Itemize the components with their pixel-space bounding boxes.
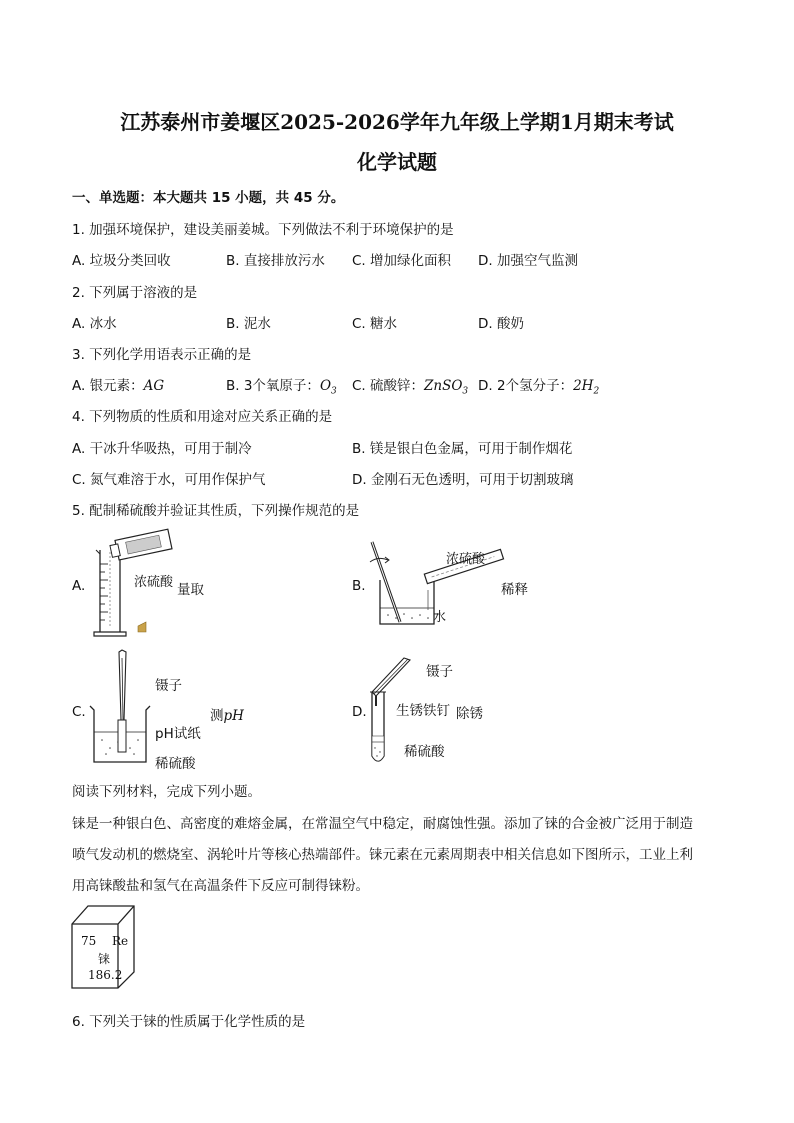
element-atomic-number: 75	[81, 934, 97, 948]
question-3-stem: 3. 下列化学用语表示正确的是	[72, 347, 252, 363]
option-c-paper-label: pH试纸	[155, 726, 201, 742]
option-d-formula: 2H	[573, 378, 594, 394]
option-c-formula: ZnSO	[424, 378, 463, 394]
option-d-text: D. 2个氢分子：	[478, 378, 574, 394]
option-d-acid-label: 稀硫酸	[404, 744, 445, 760]
option-b-formula: O	[319, 378, 332, 394]
question-4-stem: 4. 下列物质的性质和用途对应关系正确的是	[72, 409, 333, 425]
section-heading: 一、单选题：本大题共 15 小题，共 45 分。	[72, 190, 345, 206]
question-4-option-a: A. 干冰升华吸热，可用于制冷	[72, 441, 252, 457]
question-5-stem: 5. 配制稀硫酸并验证其性质，下列操作规范的是	[72, 503, 360, 519]
question-4-option-b: B. 镁是银白色金属，可用于制作烟花	[352, 441, 573, 457]
option-c-op-text: 测	[210, 708, 224, 724]
option-a-text: A. 银元素：	[72, 378, 144, 394]
question-2-option-b: B. 泥水	[226, 316, 271, 332]
option-d-subscript: 2	[593, 386, 600, 397]
question-4-option-d: D. 金刚石无色透明，可用于切割玻璃	[352, 472, 574, 488]
option-a-letter: A.	[72, 578, 86, 594]
option-d-tweezers-label: 镊子	[426, 664, 453, 680]
option-b-text: B. 3个氧原子：	[226, 378, 320, 394]
option-d-nail-label: 生锈铁钉	[396, 703, 450, 719]
element-name: 铼	[98, 952, 111, 966]
option-c-op-formula: pH	[223, 708, 244, 724]
question-2-option-d: D. 酸奶	[478, 316, 524, 332]
option-c-tweezers-label: 镊子	[155, 678, 182, 694]
question-2-option-c: C. 糖水	[352, 316, 398, 332]
question-1-option-a: A. 垃圾分类回收	[72, 253, 171, 269]
option-c-letter: C.	[72, 704, 86, 720]
question-6-stem: 6. 下列关于铼的性质属于化学性质的是	[72, 1014, 306, 1030]
question-1-option-b: B. 直接排放污水	[226, 253, 325, 269]
option-c-operation	[210, 704, 244, 724]
option-b-water-label: 水	[433, 610, 447, 625]
element-atomic-mass: 186.2	[88, 968, 123, 982]
page-subtitle: 化学试题	[357, 150, 437, 174]
question-3-option-a	[72, 374, 164, 394]
question-3-option-b	[226, 374, 337, 397]
question-3-option-c	[352, 374, 468, 397]
option-a-operation: 量取	[177, 582, 204, 598]
option-b-operation: 稀释	[501, 582, 528, 598]
reading-intro: 阅读下列材料，完成下列小题。	[72, 784, 261, 800]
option-a-formula: AG	[143, 378, 165, 394]
question-1-stem: 1. 加强环境保护，建设美丽姜城。下列做法不利于环境保护的是	[72, 222, 454, 238]
option-d-operation: 除锈	[456, 706, 483, 722]
option-c-acid-label: 稀硫酸	[155, 756, 196, 772]
reading-paragraph-line-1: 铼是一种银白色、高密度的难熔金属，在常温空气中稳定，耐腐蚀性强。添加了铼的合金被广泛用于制造	[72, 816, 693, 832]
question-4-option-c: C. 氮气难溶于水，可用作保护气	[72, 472, 266, 488]
reading-paragraph-line-3: 用高铼酸盐和氢气在高温条件下反应可制得铼粉。	[72, 878, 369, 894]
question-1-option-d: D. 加强空气监测	[478, 253, 578, 269]
option-b-subscript: 3	[331, 386, 337, 397]
option-b-letter: B.	[352, 578, 366, 594]
option-c-subscript: 3	[462, 386, 469, 397]
ph-test-figure	[86, 648, 158, 770]
element-symbol: Re	[112, 934, 129, 948]
page-title: 江苏泰州市姜堰区2025-2026学年九年级上学期1月期末考试	[120, 110, 674, 134]
option-c-text: C. 硫酸锌：	[352, 378, 425, 394]
option-b-reagent-label: 浓硫酸	[446, 552, 486, 567]
question-1-option-c: C. 增加绿化面积	[352, 253, 452, 269]
question-2-option-a: A. 冰水	[72, 316, 117, 332]
reading-paragraph-line-2: 喷气发动机的燃烧室、涡轮叶片等核心热端部件。铼元素在元素周期表中相关信息如下图所示，工业上利	[72, 847, 693, 863]
option-d-letter: D.	[352, 704, 367, 720]
option-a-reagent-label: 浓硫酸	[134, 575, 174, 590]
question-2-stem: 2. 下列属于溶液的是	[72, 285, 198, 301]
question-3-option-d	[478, 374, 599, 397]
